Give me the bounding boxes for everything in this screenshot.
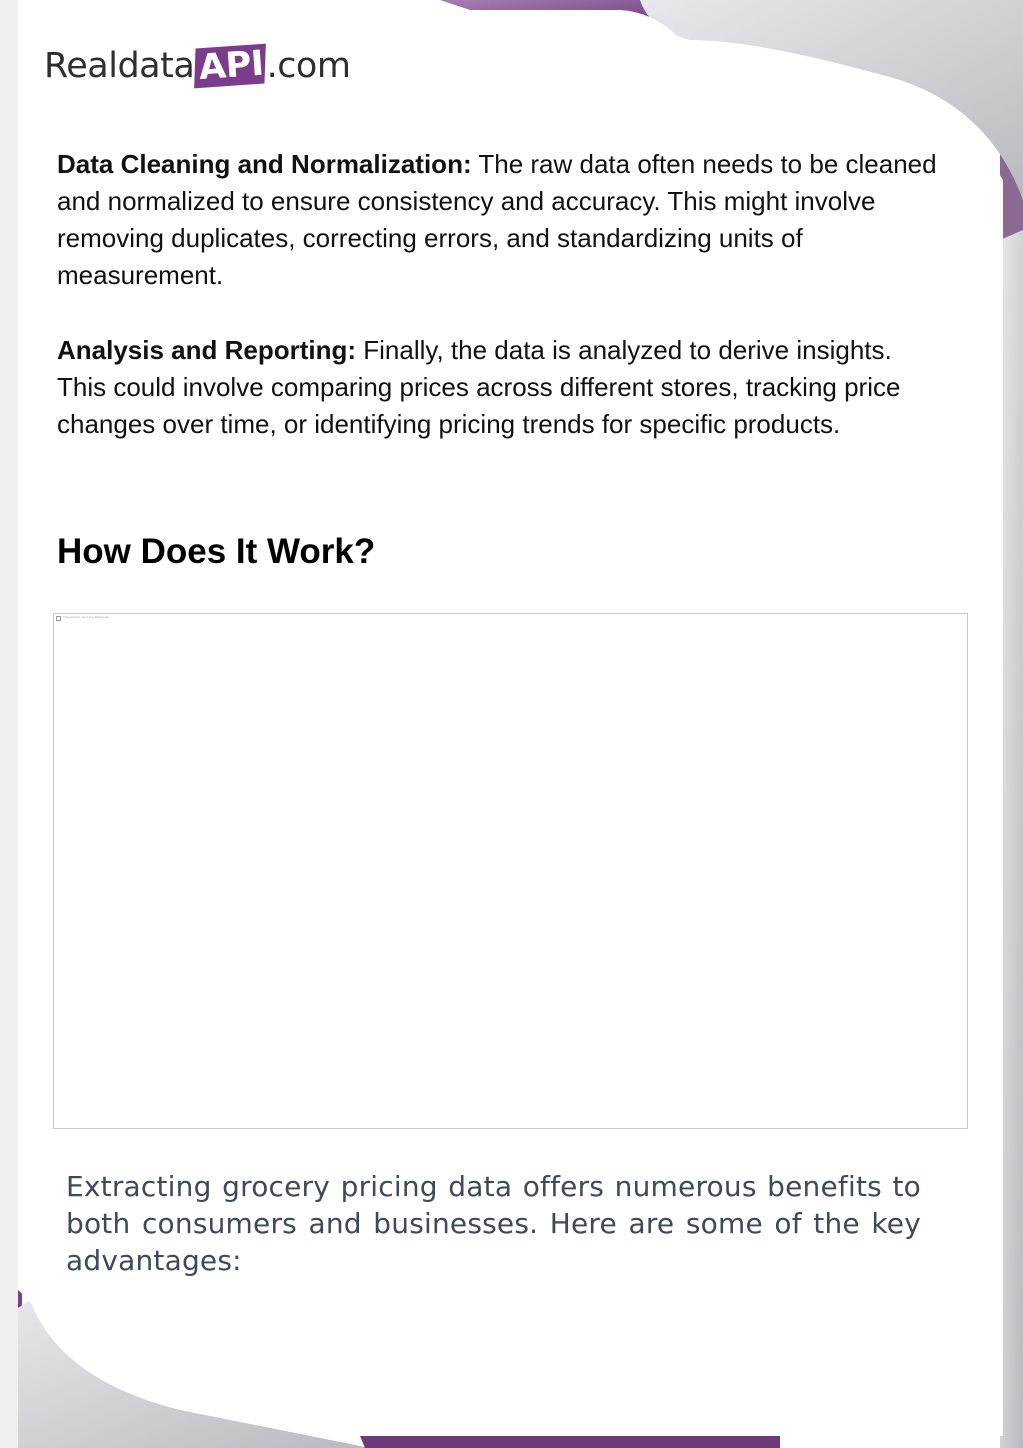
logo-highlight-badge (194, 44, 266, 89)
section-body: The raw data often needs to be cleaned and normalized to ensure consistency and accuracy. This might involve removing duplicates, correcting errors, and standardizing units of measurement. (57, 149, 937, 290)
section-label: Analysis and Reporting: (57, 335, 357, 365)
brand-logo[interactable] (44, 40, 350, 92)
logo-suffix: .com (266, 46, 351, 86)
section-label: Data Cleaning and Normalization: (57, 149, 472, 179)
logo-highlight: API (197, 43, 266, 88)
section-body: Finally, the data is analyzed to derive insights. This could involve comparing prices across different stores, tracking price changes over time, or identifying pricing trends for specific products. (57, 335, 901, 439)
broken-image-icon (56, 616, 61, 621)
section-data-cleaning (57, 146, 947, 294)
broken-image-text: The picture can't be displayed. (63, 615, 110, 619)
section-analysis-reporting (57, 332, 947, 443)
benefits-intro: Extracting grocery pricing data offers numerous benefits to both consumers and businesses. Here are some of the key advantages: (66, 1170, 921, 1277)
how-it-works-heading: How Does It Work? (57, 532, 376, 571)
image-placeholder (53, 613, 968, 1129)
logo-prefix: Realdata (44, 46, 195, 86)
